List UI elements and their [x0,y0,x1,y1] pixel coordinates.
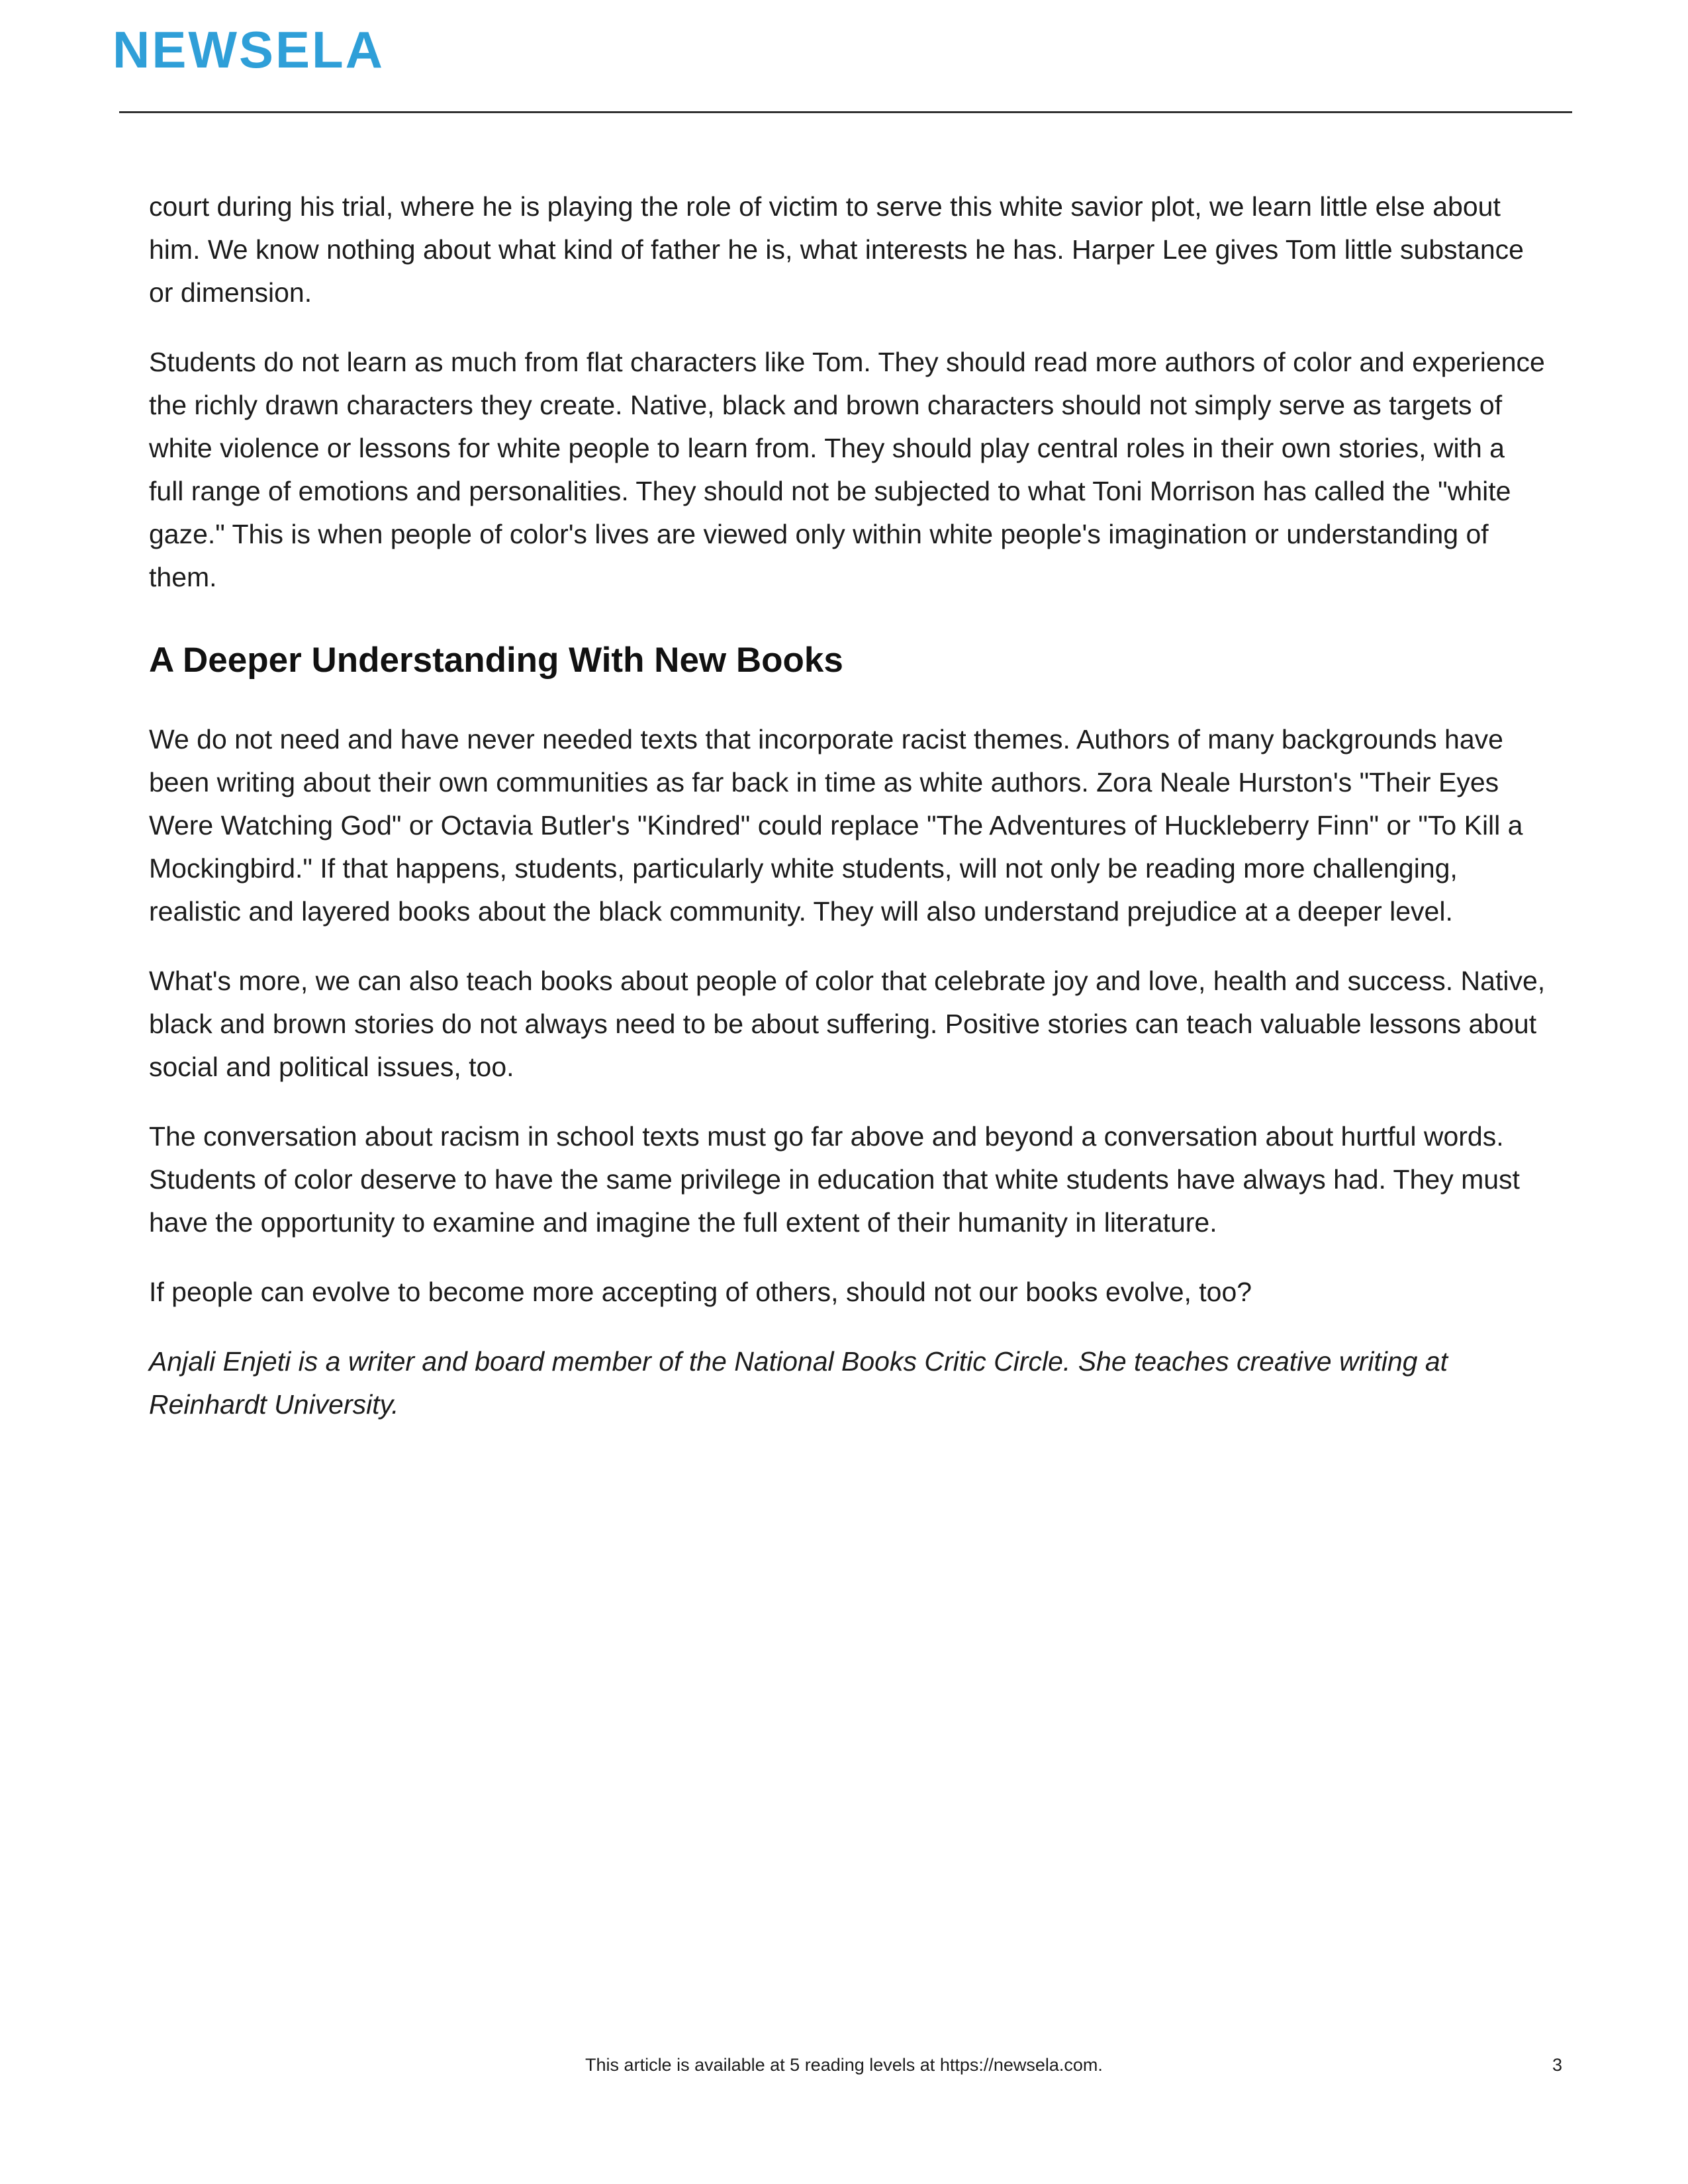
page-number: 3 [1552,2055,1562,2075]
paragraph: If people can evolve to become more accepting of others, should not our books evolve, too? [149,1277,1252,1307]
page-footer [0,2052,1688,2078]
paragraph: What's more, we can also teach books about people of color that celebrate joy and love, health and success. Native, black and brown stories do not always need to be about suffering. Positive stories can teach valuable lessons about social and political issues, too. [149,966,1546,1082]
paragraph: We do not need and have never needed texts that incorporate racist themes. Authors of many backgrounds have been writing about their own communities as far back in time as white authors. Zora Neale Hurston's "Their Eyes Were Watching God" or Octavia Butler's "Kindred" could replace "The Adventures of Huckleberry Finn" or "To Kill a Mockingbird." If that happens, students, particularly white students, will not only be reading more challenging, realistic and layered books about the black community. They will also understand prejudice at a deeper level. [149,724,1523,927]
author-byline: Anjali Enjeti is a writer and board member of the National Books Critic Circle. She teaches creative writing at Reinhardt University. [149,1346,1448,1420]
newsela-logo: NEWSELA [113,21,385,79]
paragraph: court during his trial, where he is playing the role of victim to serve this white savior plot, we learn little else about him. We know nothing about what kind of father he is, what interests he has. Harper Lee gives Tom little substance or dimension. [149,191,1524,308]
section-heading: A Deeper Understanding With New Books [149,641,843,680]
paragraph: Students do not learn as much from flat characters like Tom. They should read more authors of color and experience the richly drawn characters they create. Native, black and brown characters should not simply serve as targets of white violence or lessons for white people to learn from. They should play central roles in their own stories, with a full range of emotions and personalities. They should not be subjected to what Toni Morrison has called the "white gaze." This is when people of color's lives are viewed only within white people's imagination or understanding of them. [149,347,1545,592]
header-divider [119,111,1572,113]
footer-note: This article is available at 5 reading levels at https://newsela.com. [585,2055,1103,2075]
article-body [149,185,1546,1453]
paragraph: The conversation about racism in school texts must go far above and beyond a conversation about hurtful words. Students of color deserve to have the same privilege in education that white students have always had. They must have the opportunity to examine and imagine the full extent of their humanity in literature. [149,1121,1520,1238]
